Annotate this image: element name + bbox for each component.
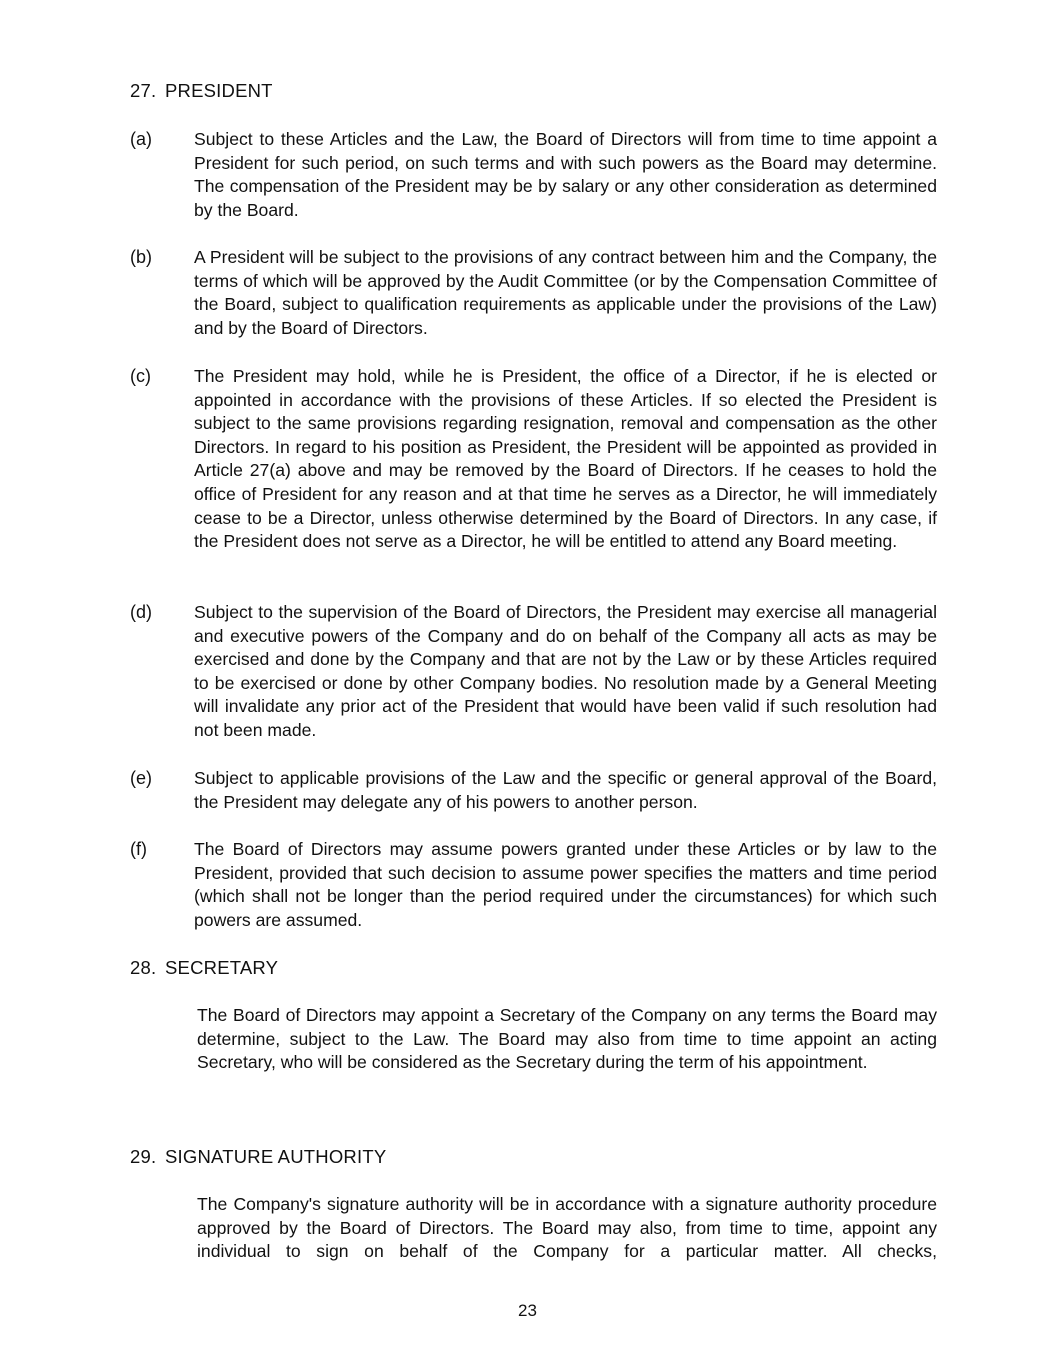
section-title: SIGNATURE AUTHORITY (165, 1146, 387, 1167)
clause-text: A President will be subject to the provisions of any contract between him and the Company, the terms of which will be approved by the Audit Committee (or by the Compensation Committee of the Board, subject to qualification requirements as applicable under the provisions of the Law) and by the Board of Directors. (194, 247, 937, 338)
clause-27e (130, 767, 937, 814)
section-number: 29. (130, 1146, 157, 1167)
section-number: 28. (130, 957, 157, 978)
page-number: 23 (518, 1301, 537, 1320)
clause-text: Subject to the supervision of the Board of Directors, the President may exercise all managerial and executive powers of the Company and do on behalf of the Company all acts as may be exercised and done by the Company and that are not by the Law or by these Articles required to be exercised or done by other Company bodies. No resolution made by a General Meeting will invalidate any prior act of the President that would have been valid if such resolution had not been made. (194, 602, 937, 740)
clause-27a (130, 128, 937, 222)
clause-27b (130, 246, 937, 340)
clause-label: (f) (130, 839, 147, 859)
section-title: SECRETARY (165, 957, 279, 978)
clause-label: (b) (130, 247, 152, 267)
clause-text: The Board of Directors may assume powers granted under these Articles or by law to the President, provided that such decision to assume power specifies the matters and time period (which shall not be longer than the period required under the circumstances) for which such powers are assumed. (194, 839, 937, 930)
secretary-paragraph: The Board of Directors may appoint a Secretary of the Company on any terms the Board may determine, subject to the Law. The Board may also from time to time appoint an acting Secretary, who will be considered as the Secretary during the term of his appointment. (197, 1005, 937, 1073)
clause-27d (130, 601, 937, 743)
clause-label: (c) (130, 366, 151, 386)
clause-text: Subject to applicable provisions of the Law and the specific or general approval of the Board, the President may delegate any of his powers to another person. (194, 768, 937, 812)
clause-label: (a) (130, 129, 152, 149)
section-title: PRESIDENT (165, 80, 273, 101)
signature-authority-paragraph: The Company's signature authority will be in accordance with a signature authority procedure approved by the Board of Directors. The Board may also, from time to time, appoint any individual to sign on behalf of the Company for a particular matter. All checks, (197, 1194, 937, 1262)
clause-text: The President may hold, while he is President, the office of a Director, if he is elected or appointed in accordance with the provisions of these Articles. If so elected the President is subject to the same provisions regarding resignation, removal and compensation as the other Directors. In regard to his position as President, the President will be appointed as provided in Article 27(a) above and may be removed by the Board of Directors. If he ceases to hold the office of President for any reason and at that time he serves as a Director, he will immediately cease to be a Director, unless otherwise determined by the Board of Directors. In any case, if the President does not serve as a Director, he will be entitled to attend any Board meeting. (194, 366, 937, 552)
clause-label: (e) (130, 768, 152, 788)
clause-label: (d) (130, 602, 152, 622)
section-number: 27. (130, 80, 157, 101)
clause-27f (130, 838, 937, 932)
section-heading-secretary (130, 956, 278, 980)
clause-text: Subject to these Articles and the Law, the Board of Directors will from time to time appoint a President for such period, on such terms and with such powers as the Board may determine. The compensation of the President may be by salary or any other consideration as determined by the Board. (194, 129, 937, 220)
clause-27c (130, 365, 937, 554)
section-heading-president (130, 79, 273, 103)
section-heading-signature-authority (130, 1145, 386, 1169)
